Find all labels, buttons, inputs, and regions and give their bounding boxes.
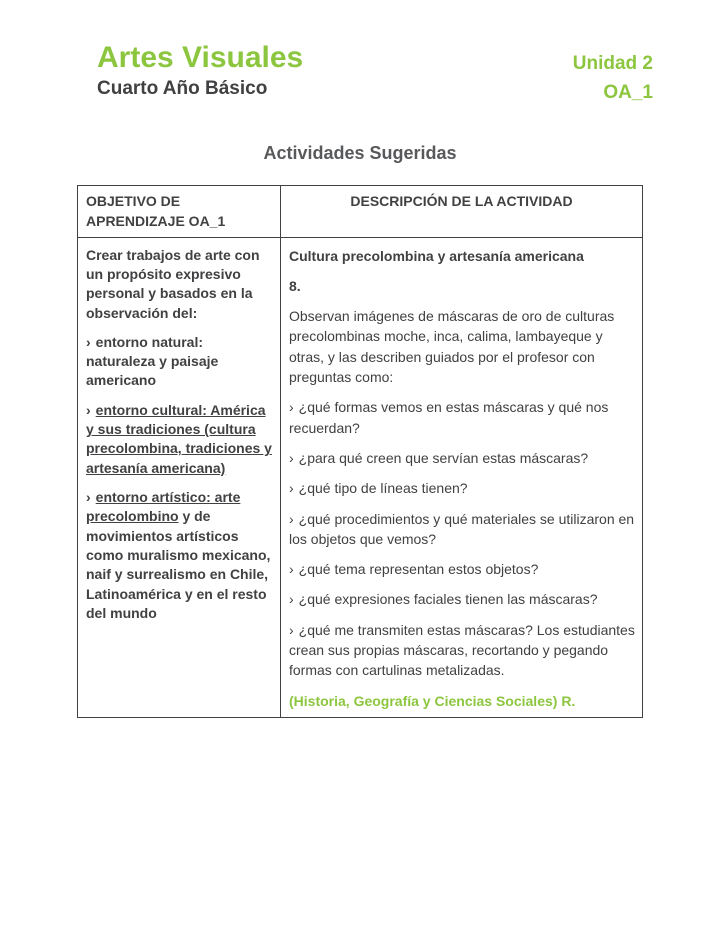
header-right bbox=[573, 42, 653, 108]
header-left bbox=[97, 42, 303, 99]
objective-artistic-underlined: entorno artístico: arte precolombino bbox=[86, 489, 241, 525]
bullet-marker: › bbox=[289, 399, 294, 416]
activity-question bbox=[289, 509, 636, 550]
question-text: ¿qué expresiones faciales tienen las máscaras? bbox=[298, 591, 598, 608]
question-text: ¿qué tipo de líneas tienen? bbox=[298, 480, 468, 497]
question-text: ¿qué procedimientos y qué materiales se utilizaron en los objetos que vemos? bbox=[289, 510, 635, 547]
oa-label: OA_1 bbox=[603, 82, 653, 104]
activity-question bbox=[289, 589, 636, 609]
objective-cell bbox=[78, 237, 281, 717]
objective-bullet-cultural bbox=[86, 401, 272, 478]
bullet-marker: › bbox=[289, 480, 294, 497]
question-text: ¿qué me transmiten estas máscaras? Los estudiantes crean sus propias máscaras, recortando y pegando formas con cartulinas metalizadas. bbox=[289, 621, 635, 679]
bullet-marker: › bbox=[289, 510, 294, 527]
bullet-marker: › bbox=[289, 591, 294, 608]
activities-table bbox=[77, 185, 643, 718]
table-header-row bbox=[78, 186, 643, 238]
objective-bullet-natural bbox=[86, 333, 272, 391]
activity-intro: Observan imágenes de máscaras de oro de culturas precolombinas moche, inca, calima, lambayeque y otras, y las describen guiados por el profesor con preguntas como: bbox=[289, 308, 615, 386]
bullet-marker: › bbox=[86, 489, 91, 506]
table-content-row bbox=[78, 237, 643, 717]
activity-number: 8. bbox=[289, 277, 301, 294]
activity-question bbox=[289, 397, 636, 438]
bullet-marker: › bbox=[289, 449, 294, 466]
activity-question bbox=[289, 620, 636, 681]
activity-question bbox=[289, 478, 636, 498]
bullet-marker: › bbox=[289, 561, 294, 578]
objective-artistic-rest: y de movimientos artísticos como muralismo mexicano, naif y surrealismo en Chile, Latinoamérica y en el resto del mundo bbox=[86, 508, 271, 621]
objective-cultural-text: entorno cultural: América y sus tradiciones (cultura precolombina, tradiciones y artesanía americana) bbox=[86, 401, 272, 476]
bullet-marker: › bbox=[86, 401, 91, 418]
activity-footer: (Historia, Geografía y Ciencias Sociales) R. bbox=[289, 692, 576, 709]
activity-cell bbox=[281, 237, 643, 717]
description-column-header: DESCRIPCIÓN DE LA ACTIVIDAD bbox=[281, 186, 643, 238]
objective-natural-text: entorno natural: naturaleza y paisaje americano bbox=[86, 333, 219, 389]
objective-bullet-artistic bbox=[86, 488, 272, 623]
unit-label: Unidad 2 bbox=[572, 53, 653, 74]
objective-column-header: OBJETIVO DE APRENDIZAJE OA_1 bbox=[78, 186, 281, 238]
activity-question bbox=[289, 559, 636, 579]
page-subtitle: Cuarto Año Básico bbox=[97, 77, 268, 99]
page-title: Artes Visuales bbox=[97, 41, 304, 74]
bullet-marker: › bbox=[86, 333, 91, 350]
question-text: ¿qué tema representan estos objetos? bbox=[298, 561, 539, 578]
objective-intro: Crear trabajos de arte con un propósito expresivo personal y basados en la observación del: bbox=[86, 246, 260, 321]
question-text: ¿para qué creen que servían estas máscaras? bbox=[298, 449, 589, 466]
document-header bbox=[97, 42, 653, 108]
question-text: ¿qué formas vemos en estas máscaras y qué nos recuerdan? bbox=[289, 399, 609, 436]
activity-question bbox=[289, 448, 636, 468]
activity-title: Cultura precolombina y artesanía americana bbox=[289, 247, 584, 264]
bullet-marker: › bbox=[289, 621, 294, 638]
section-heading: Actividades Sugeridas bbox=[263, 143, 457, 163]
